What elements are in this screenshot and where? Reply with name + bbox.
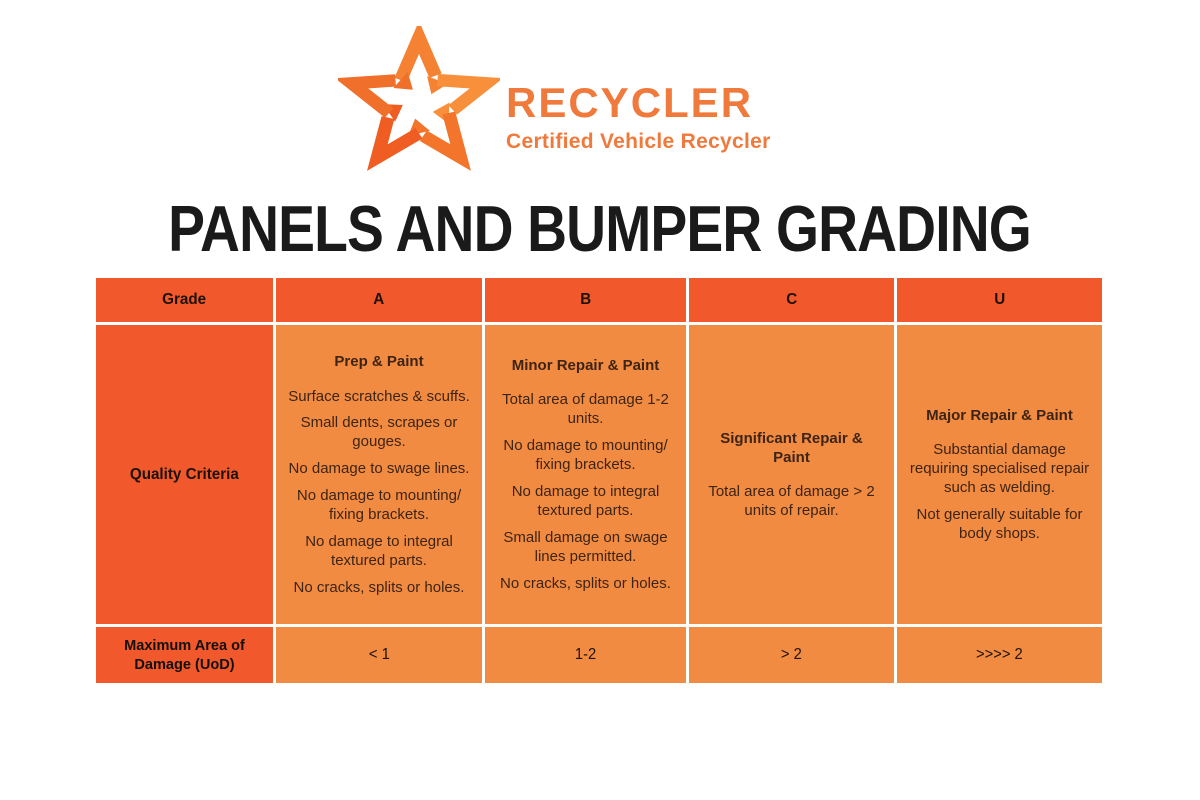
page-title-text: PANELS AND BUMPER GRADING	[168, 192, 1032, 265]
max-damage-label-cell	[96, 627, 273, 683]
header-u-label: U	[994, 291, 1005, 308]
quality-criteria-label: Quality Criteria	[130, 465, 239, 483]
max-damage-value: > 2	[781, 646, 802, 663]
criteria-title: Significant Repair & Paint	[720, 429, 863, 466]
criteria-item: Small dents, scrapes or gouges.	[300, 414, 458, 451]
criteria-title: Major Repair & Paint	[926, 406, 1073, 424]
criteria-item: No cracks, splits or holes.	[293, 578, 465, 596]
brand-tagline: Certified Vehicle Recycler	[506, 130, 771, 153]
brand-name: RECYCLER	[506, 79, 754, 126]
criteria-item: No damage to integral textured parts.	[305, 532, 453, 569]
criteria-cell-grade-c	[689, 325, 894, 624]
header-cell-c	[689, 278, 894, 322]
logo-text	[506, 79, 771, 153]
recycler-star-icon	[338, 26, 500, 176]
criteria-cell-grade-u	[897, 325, 1102, 624]
criteria-item: Small damage on swage lines permitted.	[503, 528, 668, 566]
max-damage-value-u	[897, 627, 1102, 683]
max-damage-value-c	[689, 627, 894, 683]
criteria-item: Total area of damage 1-2 units.	[502, 391, 669, 428]
max-damage-value: 1-2	[574, 646, 597, 663]
criteria-item: No damage to swage lines.	[288, 460, 470, 478]
criteria-item: Surface scratches & scuffs.	[288, 387, 470, 405]
criteria-cell-grade-b	[485, 325, 686, 624]
criteria-item: Total area of damage > 2 units of repair.	[708, 483, 875, 520]
header-cell-a	[276, 278, 482, 322]
max-damage-label: Maximum Area of Damage (UoD)	[124, 636, 245, 673]
criteria-item: No cracks, splits or holes.	[500, 574, 671, 592]
logo	[338, 26, 771, 176]
quality-criteria-label-cell	[96, 325, 273, 624]
max-damage-value-a	[276, 627, 482, 683]
criteria-item: Substantial damage requiring specialised repair such as welding.	[909, 440, 1090, 497]
criteria-items	[288, 379, 470, 604]
header-cell-u	[897, 278, 1102, 322]
criteria-items	[701, 475, 882, 528]
header-a-label: A	[373, 291, 385, 308]
max-damage-value: < 1	[368, 646, 390, 663]
criteria-item: No damage to mounting/ fixing brackets.	[503, 437, 668, 474]
header-b-label: B	[580, 291, 591, 308]
criteria-items	[497, 383, 674, 601]
page-title	[0, 191, 1200, 266]
criteria-items	[909, 432, 1090, 550]
header-c-label: C	[786, 291, 797, 308]
criteria-item: No damage to integral textured parts.	[511, 483, 660, 520]
criteria-title: Minor Repair & Paint	[511, 357, 660, 375]
max-damage-value: >>>> 2	[976, 646, 1023, 663]
grading-table	[96, 278, 1105, 683]
header-cell-b	[485, 278, 686, 322]
criteria-item: No damage to mounting/ fixing brackets.	[296, 486, 462, 523]
header-grade-label: Grade	[162, 291, 207, 308]
criteria-item: Not generally suitable for body shops.	[916, 505, 1083, 543]
criteria-cell-grade-a	[276, 325, 482, 624]
max-damage-value-b	[485, 627, 686, 683]
criteria-title: Prep & Paint	[334, 353, 424, 371]
header-cell-grade	[96, 278, 273, 322]
